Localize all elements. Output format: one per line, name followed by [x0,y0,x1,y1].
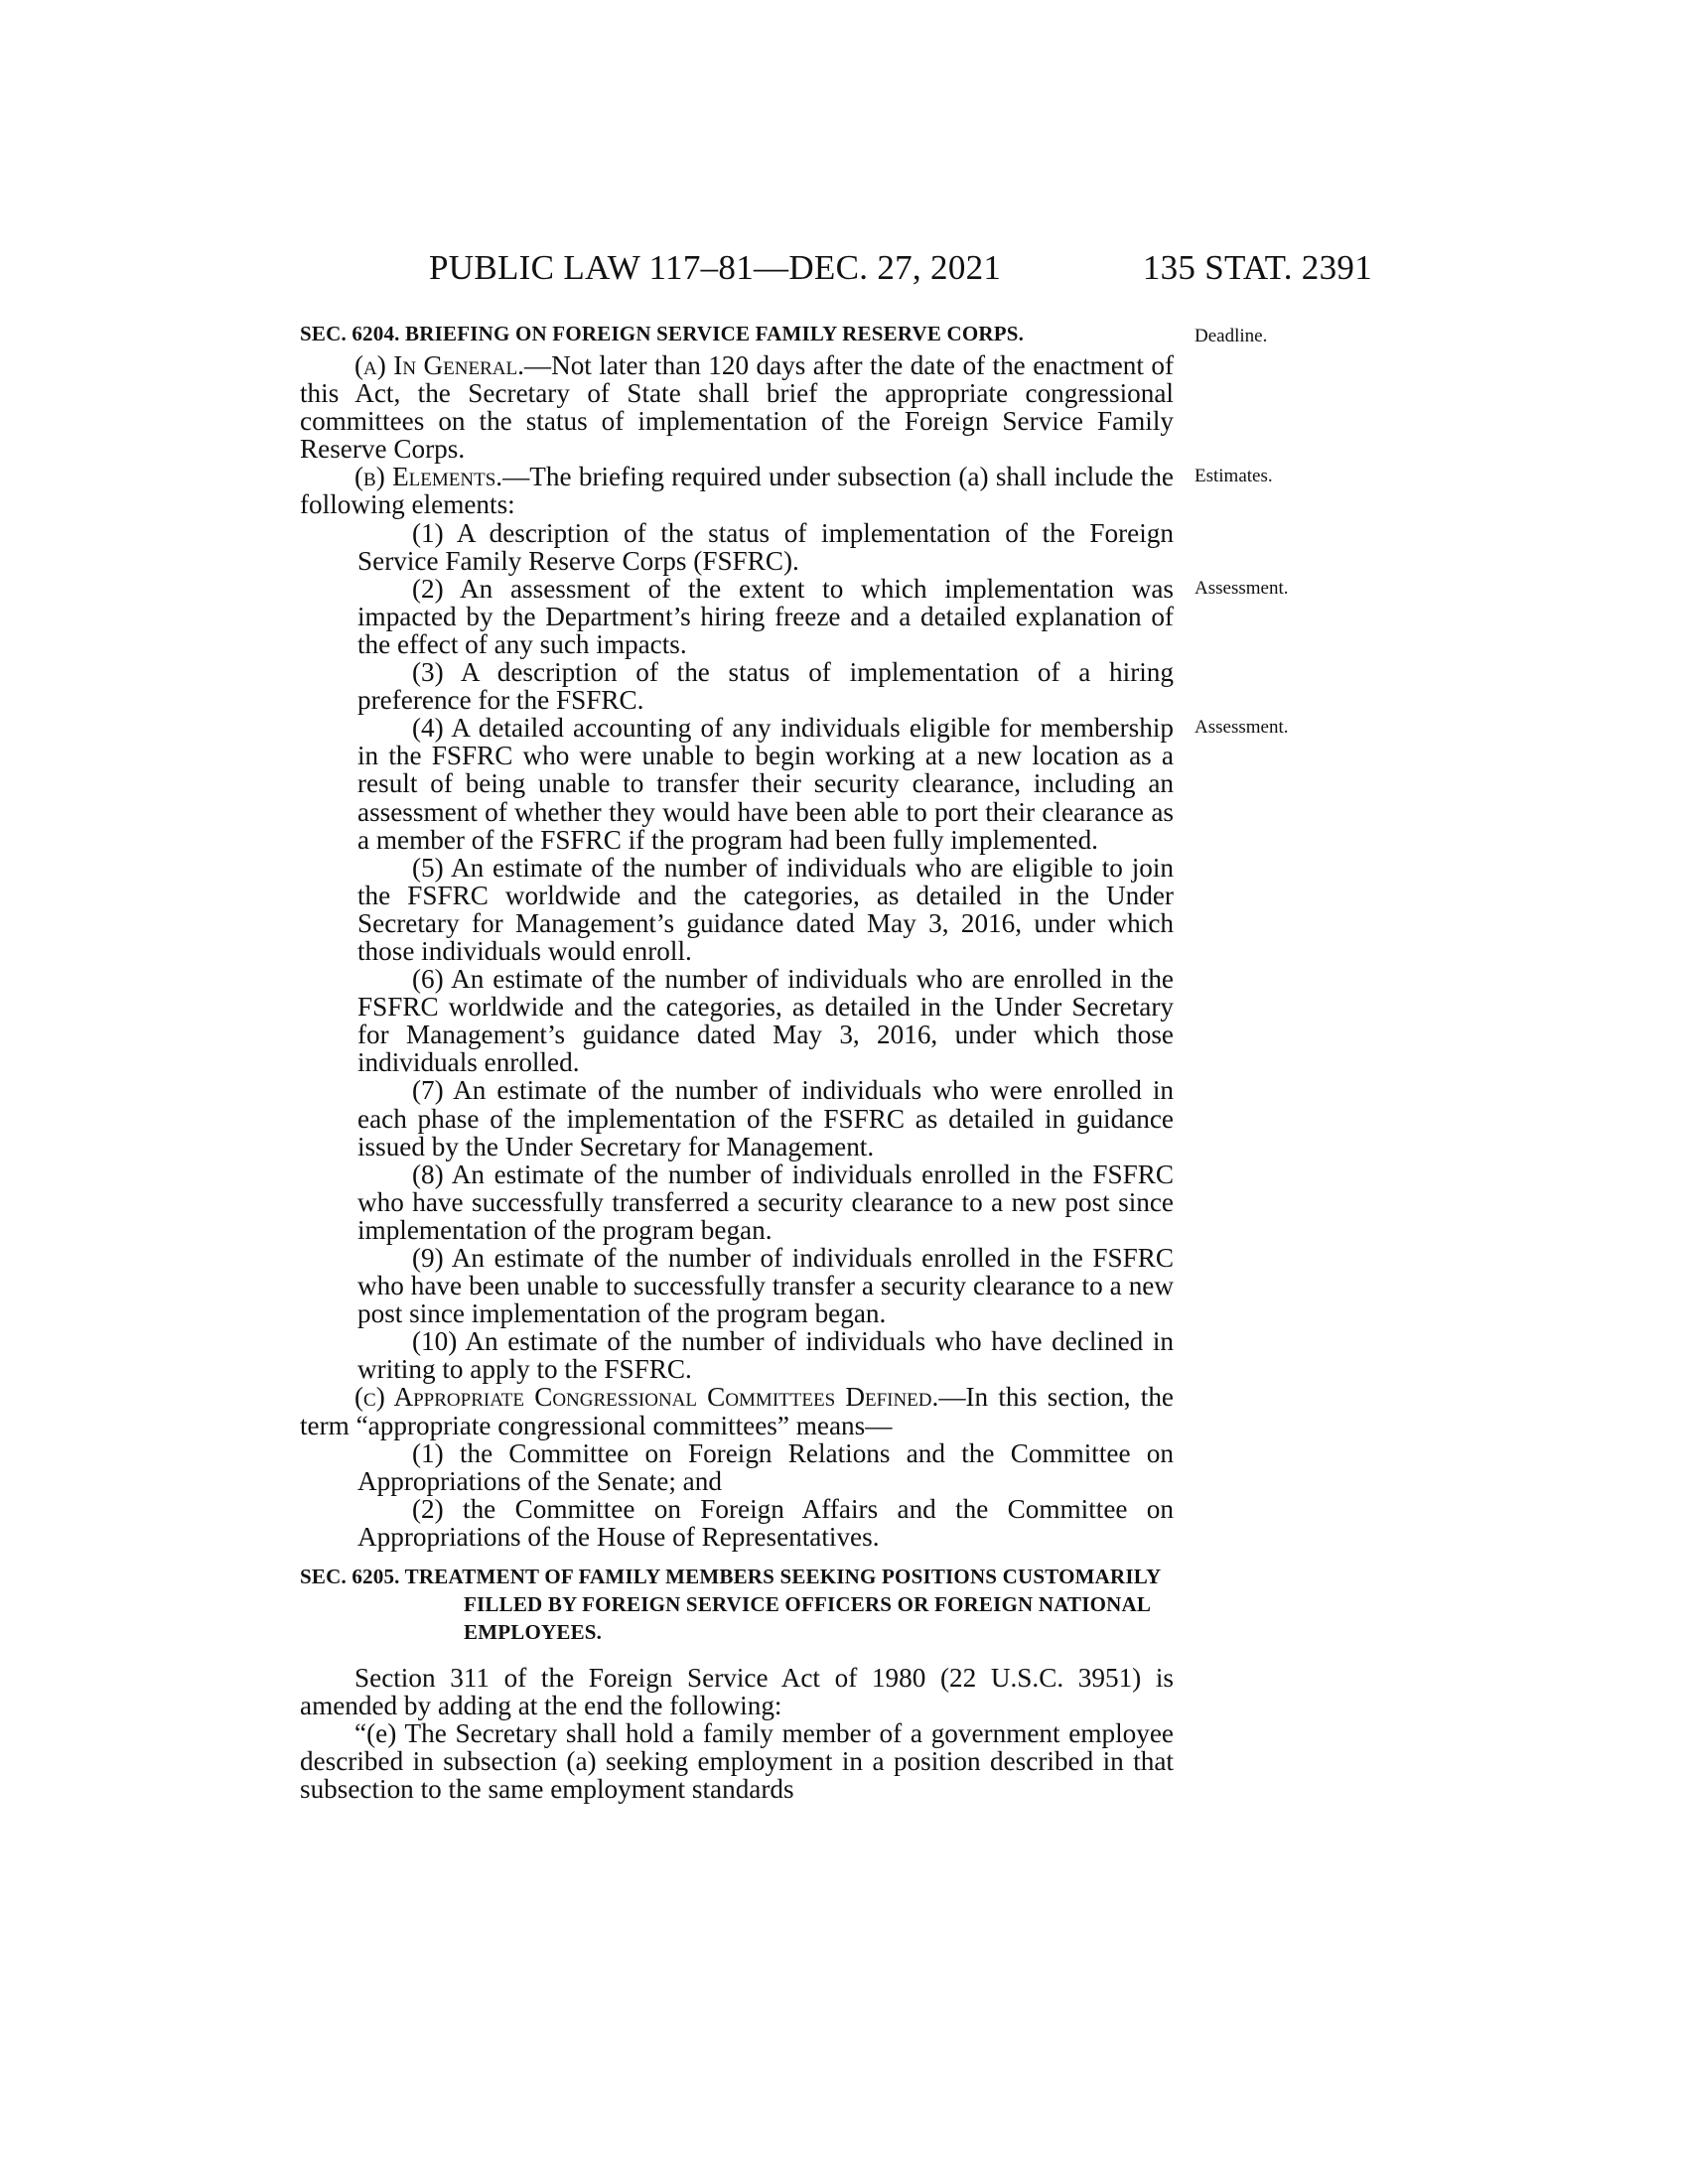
subsection-a [300,351,1174,463]
element-item-5: (5) An estimate of the number of individuals who are eligible to join the FSFRC worldwide and the categories, as detailed in the Under Secretary for Management’s guidance dated May 3, 2016, under which those individuals would enroll. [357,852,1174,966]
element-item-1: (1) A description of the status of implementation of the Foreign Service Family Reserve Corps (FSFRC). [357,517,1174,576]
subsection-c-caption: (c) Appropriate Congressional Committees Defined. [354,1382,939,1413]
element-item-3: (3) A description of the status of implementation of a hiring preference for the FSFRC. [357,657,1174,716]
committee-item-1: (1) the Committee on Foreign Relations and the Committee on Appropriations of the Senate; and [357,1437,1174,1496]
subsection-a-caption: (a) In General. [354,350,524,380]
page-header [300,246,1372,290]
committee-item-2: (2) the Committee on Foreign Affairs and the Committee on Appropriations of the House of Representatives. [357,1493,1174,1552]
subsection-b [300,463,1174,518]
margin-note-assessment: Assessment. [1195,717,1289,738]
element-item-7: (7) An estimate of the number of individuals who were enrolled in each phase of the implementation of the FSFRC as detailed in guidance issued by the Under Secretary for Management. [357,1075,1174,1161]
element-item-2: (2) An assessment of the extent to which implementation was impacted by the Department’s hiring freeze and a detailed explanation of the effect of any such impacts. [357,573,1174,659]
margin-note-assessment: Assessment. [1195,578,1289,599]
subsection-c-text: —In this section, the term “appropriate congressional committees” means— [300,1382,1174,1440]
margin-note-deadline: Deadline. [1195,326,1268,346]
element-item-4: (4) A detailed accounting of any individuals eligible for membership in the FSFRC who were unable to begin working at a new location as a result of being unable to transfer their security clearance, including an assessment of whether they would have been able to port their clearance as a member of the FSFRC if the program had been fully implemented. [357,713,1174,855]
subsection-c [300,1383,1174,1438]
element-item-10: (10) An estimate of the number of individuals who have declined in writing to apply to the FSFRC. [357,1326,1174,1385]
running-title: PUBLIC LAW 117–81—DEC. 27, 2021 [429,248,1002,287]
statute-body [300,320,1174,1804]
element-item-8: (8) An estimate of the number of individuals enrolled in the FSFRC who have successfully transferred a security clearance to a new post since implementation of the program began. [357,1159,1174,1245]
subsection-a-text: —Not later than 120 days after the date of the enactment of this Act, the Secretary of State shall brief the appropriate congressional committees on the status of implementation of the Foreign Service Family Reserve Corps. [300,350,1175,465]
section-6205-para-2: “(e) The Secretary shall hold a family member of a government employee described in subsection (a) seeking employment in a position described in that subsection to the same employment standards [300,1718,1174,1805]
subsection-b-caption: (b) Elements. [354,462,503,492]
section-6204-heading: SEC. 6204. BRIEFING ON FOREIGN SERVICE FAMILY RESERVE CORPS. [300,322,1025,345]
section-6205-heading: SEC. 6205. TREATMENT OF FAMILY MEMBERS SEEKING POSITIONS CUSTOMARILY FILLED BY FOREIGN SERVICE OFFICERS OR FOREIGN NATIONAL EMPLOYEES. [300,1565,1161,1645]
stat-citation: 135 STAT. 2391 [1142,248,1372,287]
element-item-6: (6) An estimate of the number of individuals who are enrolled in the FSFRC worldwide and the categories, as detailed in the Under Secretary for Management’s guidance dated May 3, 2016, under which those individuals enrolled. [357,964,1174,1078]
element-item-9: (9) An estimate of the number of individuals enrolled in the FSFRC who have been unable to successfully transfer a security clearance to a new post since implementation of the program began. [357,1243,1174,1329]
margin-note-estimates: Estimates. [1195,466,1273,486]
section-6205-para-1: Section 311 of the Foreign Service Act of 1980 (22 U.S.C. 3951) is amended by adding at the end the following: [300,1663,1174,1721]
subsection-b-text: —The briefing required under subsection (a) shall include the following elements: [300,462,1174,520]
